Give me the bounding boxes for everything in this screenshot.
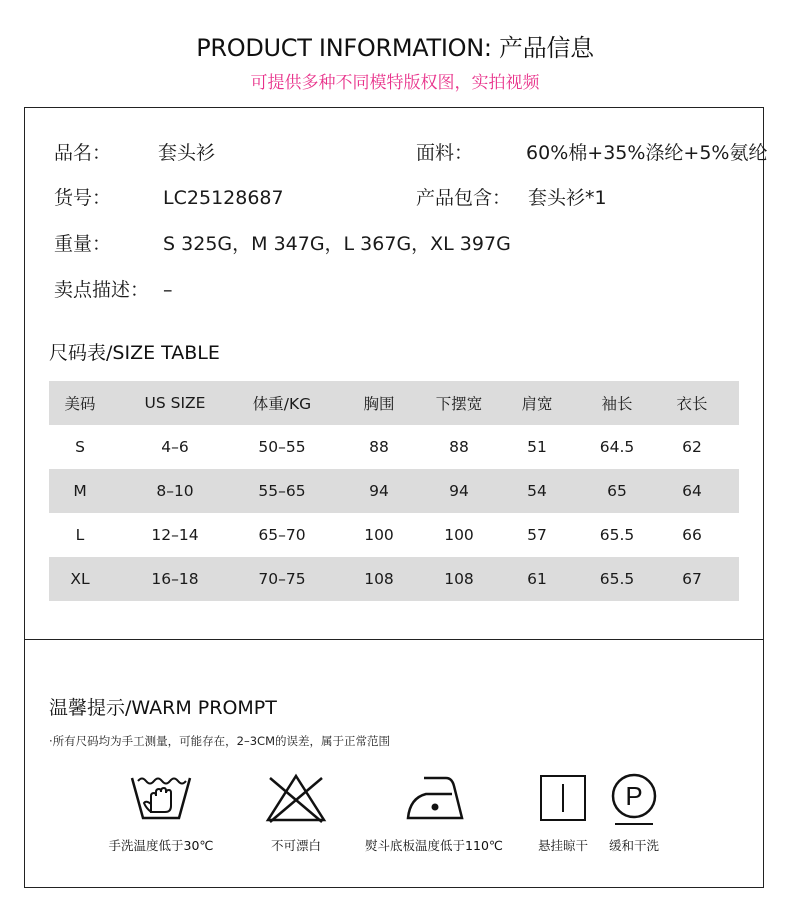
table-cell: 64.5 xyxy=(599,438,635,456)
table-cell: 94 xyxy=(433,469,485,513)
care-item-dry-clean xyxy=(564,772,704,854)
table-cell: 50–55 xyxy=(258,438,306,456)
table-cell: 16–18 xyxy=(111,557,239,601)
info-name-value: 套头衫 xyxy=(158,142,216,164)
table-cell: 100 xyxy=(444,526,474,544)
info-sku-label: 货号： xyxy=(54,187,112,209)
care-label: 悬挂晾干 xyxy=(537,838,588,853)
table-cell: 4–6 xyxy=(161,438,189,456)
info-fabric-label: 面料： xyxy=(416,142,474,164)
table-row xyxy=(49,557,739,601)
table-cell: 57 xyxy=(527,526,547,544)
table-cell: M xyxy=(49,469,111,513)
info-selling-label: 卖点描述： xyxy=(54,279,150,301)
info-sku-value: LC25128687 xyxy=(163,187,284,209)
info-contents-row xyxy=(416,183,607,210)
dry-clean-p-icon xyxy=(602,772,666,828)
table-cell: 88 xyxy=(369,438,389,456)
care-item-no-bleach xyxy=(226,772,366,854)
care-label: 熨斗底板温度低于110℃ xyxy=(365,838,503,853)
page-title: PRODUCT INFORMATION: 产品信息 xyxy=(196,34,594,62)
table-cell: 54 xyxy=(485,469,589,513)
column-header: 袖长 xyxy=(589,381,645,425)
size-table-heading: 尺码表/SIZE TABLE xyxy=(49,342,220,364)
info-weight-row xyxy=(54,229,511,256)
care-item-iron xyxy=(364,772,504,854)
info-contents-value: 套头衫*1 xyxy=(528,187,607,209)
info-selling-row xyxy=(54,275,173,302)
table-cell: 66 xyxy=(682,526,702,544)
table-cell: 65.5 xyxy=(599,526,635,544)
info-weight-value: S 325G，M 347G，L 367G，XL 397G xyxy=(163,233,511,255)
table-cell: 62 xyxy=(682,438,702,456)
measurement-note: ·所有尺码均为手工测量，可能存在，2–3CM的误差，属于正常范围 xyxy=(49,734,390,748)
table-row xyxy=(49,425,739,469)
info-name-row xyxy=(54,138,215,165)
care-label: 手洗温度低于30℃ xyxy=(108,838,214,853)
column-header: 胸围 xyxy=(325,381,433,425)
warm-prompt-panel xyxy=(24,639,764,888)
table-cell: 65 xyxy=(589,469,645,513)
info-fabric-row xyxy=(416,138,768,165)
info-name-label-text: 品名： xyxy=(54,142,112,164)
info-sku-row xyxy=(54,183,284,210)
no-bleach-icon xyxy=(264,772,328,824)
table-cell: 88 xyxy=(449,438,469,456)
table-cell: L xyxy=(75,526,85,544)
product-info-panel xyxy=(24,107,768,640)
info-fabric-value: 60%棉+35%涤纶+5%氨纶 xyxy=(526,142,768,164)
page-subtitle: 可提供多种不同模特版权图，实拍视频 xyxy=(250,73,540,93)
column-header: 美码 xyxy=(49,381,111,425)
column-header: 衣长 xyxy=(645,381,739,425)
table-cell: 65.5 xyxy=(589,557,645,601)
info-selling-value: – xyxy=(163,279,173,301)
hand-wash-icon xyxy=(129,772,193,824)
iron-low-icon xyxy=(402,772,466,824)
table-cell: 108 xyxy=(325,557,433,601)
column-header: 肩宽 xyxy=(485,381,589,425)
table-cell: 100 xyxy=(364,526,394,544)
table-cell: 12–14 xyxy=(151,526,199,544)
table-cell: 94 xyxy=(325,469,433,513)
table-cell: 65–70 xyxy=(258,526,306,544)
care-label: 缓和干洗 xyxy=(608,838,659,853)
care-item-hand-wash xyxy=(91,772,231,854)
table-cell: 55–65 xyxy=(239,469,325,513)
table-cell: S xyxy=(75,438,85,456)
table-cell: 61 xyxy=(485,557,589,601)
size-table-header-row xyxy=(49,381,739,425)
care-label: 不可漂白 xyxy=(270,838,321,853)
table-cell: 8–10 xyxy=(111,469,239,513)
table-cell: XL xyxy=(49,557,111,601)
info-weight-label: 重量： xyxy=(54,233,112,255)
table-row xyxy=(49,469,739,513)
column-header: 下摆宽 xyxy=(433,381,485,425)
table-cell: 67 xyxy=(645,557,739,601)
warm-prompt-heading: 温馨提示/WARM PROMPT xyxy=(49,697,277,719)
column-header: 体重/KG xyxy=(239,381,325,425)
table-row xyxy=(49,513,739,557)
info-contents-label: 产品包含： xyxy=(416,187,512,209)
table-cell: 64 xyxy=(645,469,739,513)
table-cell: 70–75 xyxy=(239,557,325,601)
table-cell: 108 xyxy=(433,557,485,601)
info-name-label xyxy=(54,138,152,165)
size-table xyxy=(49,381,739,601)
column-header: US SIZE xyxy=(111,381,239,425)
table-cell: 51 xyxy=(527,438,547,456)
svg-text:P: P xyxy=(625,781,643,811)
